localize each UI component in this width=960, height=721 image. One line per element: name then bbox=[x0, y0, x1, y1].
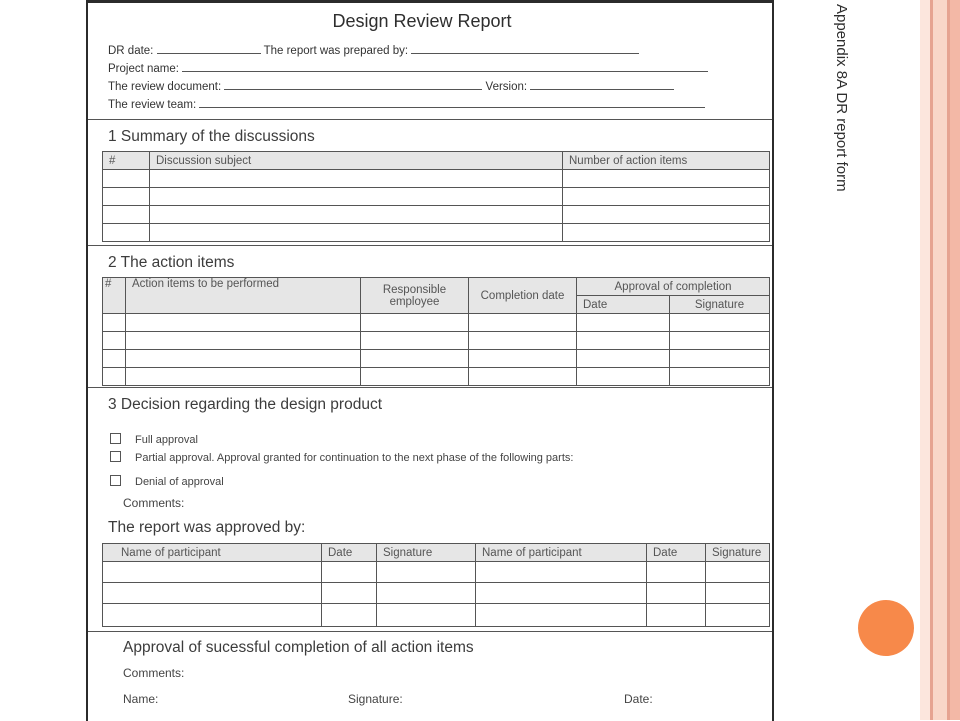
table-row[interactable] bbox=[103, 224, 770, 242]
prepared-by-label: The report was prepared by: bbox=[263, 45, 409, 57]
col-participant-name: Name of participant bbox=[103, 544, 322, 562]
option-label: Full approval bbox=[135, 434, 198, 446]
col-number: # bbox=[103, 278, 126, 314]
divider bbox=[88, 631, 772, 632]
option-label: Denial of approval bbox=[135, 476, 224, 488]
completion-comments-label: Comments: bbox=[123, 666, 185, 680]
header-line-2 bbox=[108, 61, 708, 75]
table-row[interactable] bbox=[103, 332, 770, 350]
stripe bbox=[933, 0, 947, 720]
col-signature: Signature bbox=[377, 544, 476, 562]
header-line-4 bbox=[108, 97, 705, 111]
col-approval-of-completion: Approval of completion bbox=[577, 278, 770, 296]
col-participant-name-2: Name of participant bbox=[476, 544, 647, 562]
prepared-by-field[interactable] bbox=[411, 43, 639, 54]
completion-signature-label: Signature: bbox=[348, 692, 403, 706]
completion-name-label: Name: bbox=[123, 692, 159, 706]
table-row[interactable] bbox=[103, 604, 770, 627]
divider bbox=[88, 245, 772, 246]
approved-by-title: The report was approved by: bbox=[108, 519, 306, 536]
version-label: Version: bbox=[485, 81, 528, 93]
accent-circle bbox=[858, 600, 914, 656]
completion-date-label: Date: bbox=[624, 692, 653, 706]
col-number: # bbox=[103, 152, 150, 170]
completion-approval-title: Approval of sucessful completion of all action items bbox=[123, 639, 474, 656]
review-document-field[interactable] bbox=[224, 79, 482, 90]
project-name-label: Project name: bbox=[108, 63, 179, 75]
partial-approval-option[interactable] bbox=[110, 451, 573, 464]
col-date-2: Date bbox=[647, 544, 706, 562]
col-approval-date: Date bbox=[577, 296, 670, 314]
header-line-1 bbox=[108, 43, 639, 57]
action-items-table bbox=[102, 277, 770, 386]
table-row[interactable] bbox=[103, 368, 770, 386]
project-name-field[interactable] bbox=[182, 61, 708, 72]
header-line-3 bbox=[108, 79, 674, 93]
full-approval-option[interactable] bbox=[110, 433, 198, 446]
version-field[interactable] bbox=[530, 79, 674, 90]
decision-comments-label: Comments: bbox=[123, 496, 185, 510]
design-review-form bbox=[86, 0, 774, 721]
checkbox[interactable] bbox=[110, 475, 121, 486]
divider bbox=[88, 119, 772, 120]
col-responsible-employee: Responsible employee bbox=[361, 278, 469, 314]
dr-date-field[interactable] bbox=[157, 43, 261, 54]
option-label: Partial approval. Approval granted for continuation to the next phase of the following parts: bbox=[135, 452, 574, 464]
table-header-row bbox=[103, 152, 770, 170]
discussions-table bbox=[102, 151, 770, 242]
review-team-label: The review team: bbox=[108, 99, 197, 111]
table-row[interactable] bbox=[103, 350, 770, 368]
table-row[interactable] bbox=[103, 314, 770, 332]
form-title: Design Review Report bbox=[332, 11, 512, 31]
table-row[interactable] bbox=[103, 170, 770, 188]
col-discussion-subject: Discussion subject bbox=[150, 152, 563, 170]
col-action-item: Action items to be performed bbox=[126, 278, 361, 314]
dr-date-label: DR date: bbox=[108, 45, 154, 57]
section-3-title: 3 Decision regarding the design product bbox=[108, 396, 383, 413]
stripe bbox=[950, 0, 960, 720]
col-approval-signature: Signature bbox=[670, 296, 770, 314]
col-signature-2: Signature bbox=[706, 544, 770, 562]
appendix-side-label: Appendix 8A DR report form bbox=[833, 4, 850, 192]
table-header-row bbox=[103, 278, 770, 296]
table-row[interactable] bbox=[103, 562, 770, 583]
right-border-decoration bbox=[920, 0, 960, 720]
table-row[interactable] bbox=[103, 206, 770, 224]
denial-of-approval-option[interactable] bbox=[110, 475, 224, 488]
col-action-item-count: Number of action items bbox=[563, 152, 770, 170]
approved-by-table bbox=[102, 543, 770, 627]
section-2-title: 2 The action items bbox=[108, 254, 235, 271]
review-team-field[interactable] bbox=[199, 97, 705, 108]
col-completion-date: Completion date bbox=[469, 278, 577, 314]
table-header-row bbox=[103, 544, 770, 562]
table-row[interactable] bbox=[103, 188, 770, 206]
section-1-title: 1 Summary of the discussions bbox=[108, 128, 315, 145]
col-date: Date bbox=[322, 544, 377, 562]
checkbox[interactable] bbox=[110, 433, 121, 444]
checkbox[interactable] bbox=[110, 451, 121, 462]
review-document-label: The review document: bbox=[108, 81, 222, 93]
table-row[interactable] bbox=[103, 583, 770, 604]
stripe bbox=[920, 0, 930, 720]
divider bbox=[88, 387, 772, 388]
